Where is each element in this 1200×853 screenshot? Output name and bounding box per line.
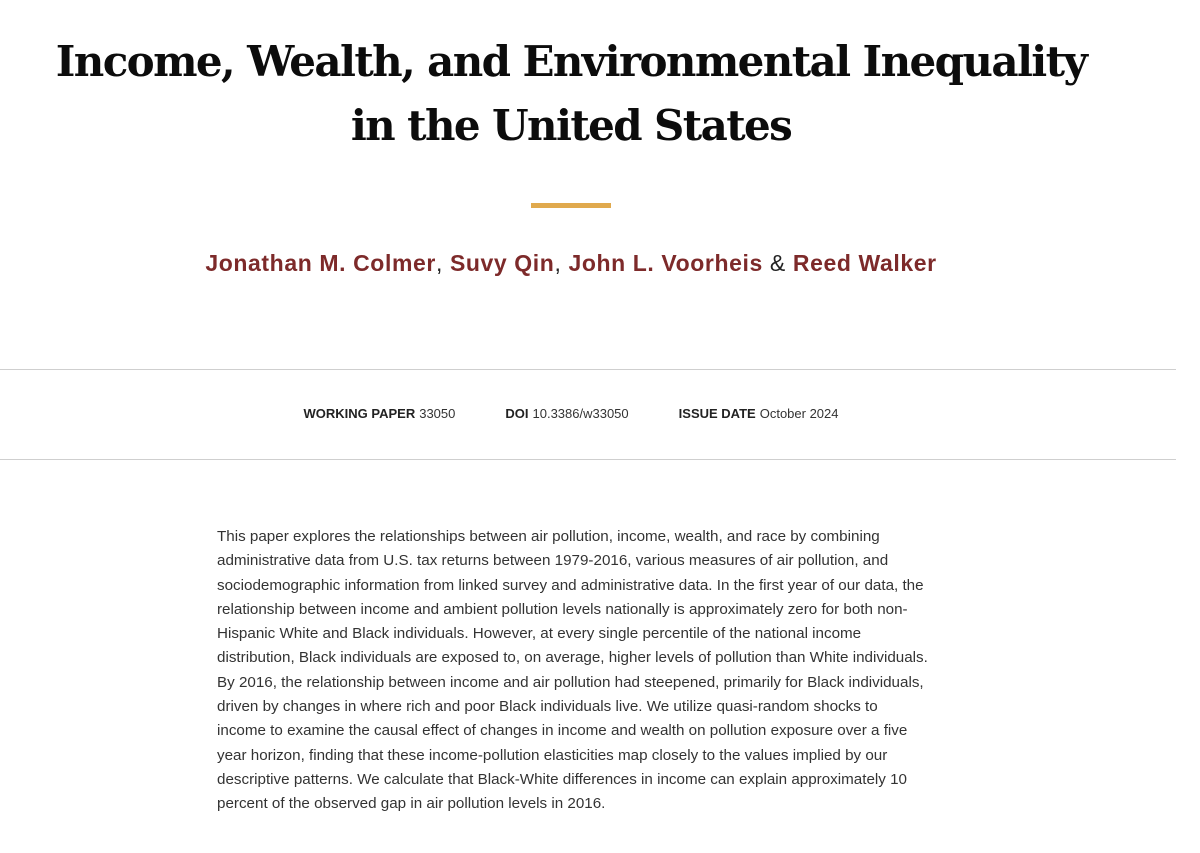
issue-date-label: ISSUE DATE [678, 406, 756, 421]
author-link[interactable]: Suvy Qin [449, 250, 555, 276]
page-title-line-2: in the United States [350, 101, 792, 150]
author-link[interactable]: Reed Walker [792, 250, 937, 276]
author-link[interactable]: John L. Voorheis [568, 250, 763, 276]
page-title-line-1: Income, Wealth, and Environmental Inequality [55, 37, 1087, 86]
page-title [0, 30, 1142, 158]
doi-value: 10.3386/w33050 [532, 406, 629, 421]
author-separator: , [554, 250, 562, 276]
working-paper-value: 33050 [419, 406, 456, 421]
doi [505, 405, 628, 423]
paper-metadata-bar [0, 405, 1142, 423]
author-separator: & [769, 250, 786, 276]
author-separator: , [435, 250, 443, 276]
issue-date [679, 405, 839, 423]
working-paper-label: WORKING PAPER [303, 406, 416, 421]
abstract-text: This paper explores the relationships between air pollution, income, wealth, and race by combining administrative data from U.S. tax returns between 1979-2016, various measures of air pollution, and sociodemographic information from linked survey and administrative data. In the first year of our data, the relationship between income and ambient pollution levels nationally is approximately zero for both non-Hispanic White and Black individuals. However, at every single percentile of the national income distribution, Black individuals are exposed to, on average, higher levels of pollution than White individuals. By 2016, the relationship between income and air pollution had steepened, primarily for Black individuals, driven by changes in where rich and poor Black individuals live. We utilize quasi-random shocks to income to examine the causal effect of changes in income and wealth on pollution exposure over a five year horizon, finding that these income-pollution elasticities map closely to the values implied by our descriptive patterns. We calculate that Black-White differences in income can explain approximately 10 percent of the observed gap in air pollution levels in 2016. [217, 528, 928, 813]
working-paper-number [304, 405, 456, 423]
doi-label: DOI [505, 406, 529, 421]
author-link[interactable]: Jonathan M. Colmer [205, 250, 436, 276]
title-accent-rule [531, 203, 611, 208]
author-list [200, 247, 942, 280]
meta-divider-bottom [0, 459, 1176, 460]
issue-date-value: October 2024 [759, 406, 839, 421]
meta-divider-top [0, 369, 1176, 370]
